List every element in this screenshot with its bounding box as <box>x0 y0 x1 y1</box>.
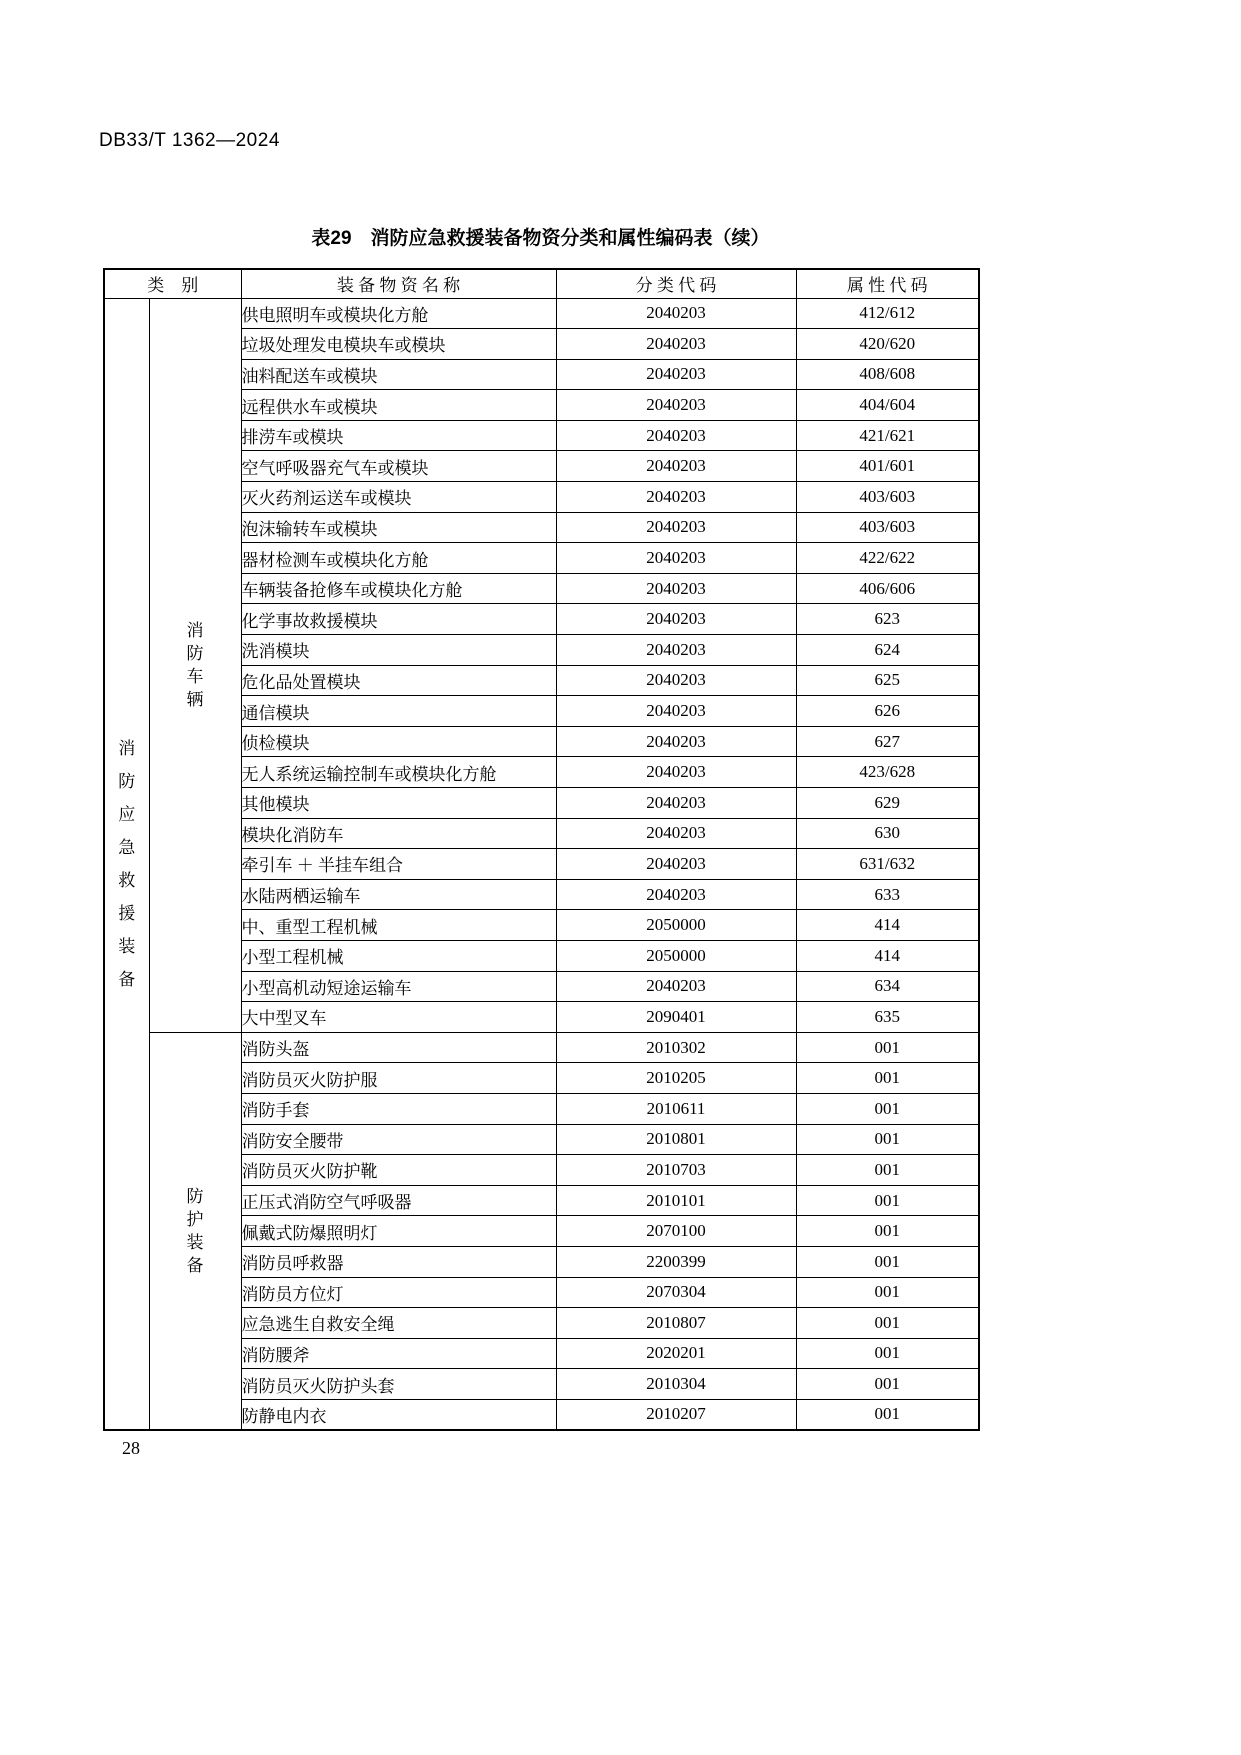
attr-code-cell: 001 <box>796 1308 979 1339</box>
class-code-cell: 2040203 <box>556 543 796 574</box>
attr-code-cell: 634 <box>796 971 979 1002</box>
attr-code-cell: 623 <box>796 604 979 635</box>
table-title: 表29 消防应急救援装备物资分类和属性编码表（续） <box>311 228 770 249</box>
attr-code-cell: 422/622 <box>796 543 979 574</box>
equipment-name-cell: 消防员呼救器 <box>241 1246 556 1277</box>
class-code-cell: 2010205 <box>556 1063 796 1094</box>
class-code-cell: 2010304 <box>556 1369 796 1400</box>
attr-code-cell: 001 <box>796 1185 979 1216</box>
equipment-name-cell: 供电照明车或模块化方舱 <box>241 298 556 329</box>
equipment-name-cell: 化学事故救援模块 <box>241 604 556 635</box>
attr-code-cell: 001 <box>796 1246 979 1277</box>
equipment-name-cell: 小型工程机械 <box>241 940 556 971</box>
equipment-name-cell: 模块化消防车 <box>241 818 556 849</box>
class-code-cell: 2010302 <box>556 1032 796 1063</box>
equipment-name-cell: 其他模块 <box>241 788 556 819</box>
class-code-cell: 2040203 <box>556 573 796 604</box>
attr-code-cell: 423/628 <box>796 757 979 788</box>
equipment-name-cell: 泡沫输转车或模块 <box>241 512 556 543</box>
attr-code-cell: 627 <box>796 726 979 757</box>
equipment-name-cell: 小型高机动短途运输车 <box>241 971 556 1002</box>
equipment-name-cell: 牵引车 ＋ 半挂车组合 <box>241 849 556 880</box>
page-number: 28 <box>122 1438 140 1458</box>
equipment-name-cell: 排涝车或模块 <box>241 420 556 451</box>
category-group-label-cell <box>149 1032 241 1430</box>
class-code-cell: 2040203 <box>556 788 796 819</box>
table-row <box>104 298 979 329</box>
class-code-cell: 2040203 <box>556 665 796 696</box>
attr-code-cell: 001 <box>796 1216 979 1247</box>
attr-code-cell: 631/632 <box>796 849 979 880</box>
equipment-name-cell: 车辆装备抢修车或模块化方舱 <box>241 573 556 604</box>
header-equipment-name: 装 备 物 资 名 称 <box>241 269 556 298</box>
equipment-name-cell: 消防安全腰带 <box>241 1124 556 1155</box>
class-code-cell: 2040203 <box>556 329 796 360</box>
attr-code-cell: 001 <box>796 1155 979 1186</box>
equipment-name-cell: 通信模块 <box>241 696 556 727</box>
equipment-name-cell: 远程供水车或模块 <box>241 390 556 421</box>
class-code-cell: 2040203 <box>556 298 796 329</box>
class-code-cell: 2040203 <box>556 420 796 451</box>
equipment-name-cell: 消防员灭火防护服 <box>241 1063 556 1094</box>
class-code-cell: 2040203 <box>556 451 796 482</box>
class-code-cell: 2040203 <box>556 757 796 788</box>
attr-code-cell: 414 <box>796 910 979 941</box>
header-attr-code: 属 性 代 码 <box>796 269 979 298</box>
equipment-name-cell: 油料配送车或模块 <box>241 359 556 390</box>
class-code-cell: 2020201 <box>556 1338 796 1369</box>
equipment-name-cell: 洗消模块 <box>241 635 556 666</box>
coding-table <box>103 268 980 1431</box>
header-class-code: 分 类 代 码 <box>556 269 796 298</box>
attr-code-cell: 001 <box>796 1124 979 1155</box>
table-row <box>104 1032 979 1063</box>
class-code-cell: 2070304 <box>556 1277 796 1308</box>
class-code-cell: 2050000 <box>556 940 796 971</box>
class-code-cell: 2040203 <box>556 482 796 513</box>
equipment-name-cell: 正压式消防空气呼吸器 <box>241 1185 556 1216</box>
class-code-cell: 2040203 <box>556 879 796 910</box>
attr-code-cell: 404/604 <box>796 390 979 421</box>
equipment-name-cell: 消防手套 <box>241 1093 556 1124</box>
class-code-cell: 2040203 <box>556 696 796 727</box>
attr-code-cell: 001 <box>796 1399 979 1430</box>
equipment-name-cell: 防静电内衣 <box>241 1399 556 1430</box>
class-code-cell: 2010101 <box>556 1185 796 1216</box>
category-outer-label: 消 防 应 急 救 援 装 备 <box>118 738 136 989</box>
attr-code-cell: 414 <box>796 940 979 971</box>
attr-code-cell: 001 <box>796 1369 979 1400</box>
attr-code-cell: 626 <box>796 696 979 727</box>
class-code-cell: 2010611 <box>556 1093 796 1124</box>
category-outer-label-cell <box>104 298 149 1430</box>
equipment-name-cell: 垃圾处理发电模块车或模块 <box>241 329 556 360</box>
class-code-cell: 2040203 <box>556 971 796 1002</box>
equipment-name-cell: 水陆两栖运输车 <box>241 879 556 910</box>
attr-code-cell: 001 <box>796 1063 979 1094</box>
equipment-name-cell: 大中型叉车 <box>241 1002 556 1033</box>
category-group-label: 防 护 装 备 <box>186 1186 204 1275</box>
attr-code-cell: 001 <box>796 1277 979 1308</box>
attr-code-cell: 412/612 <box>796 298 979 329</box>
attr-code-cell: 633 <box>796 879 979 910</box>
class-code-cell: 2070100 <box>556 1216 796 1247</box>
class-code-cell: 2090401 <box>556 1002 796 1033</box>
class-code-cell: 2010807 <box>556 1308 796 1339</box>
document-code: DB33/T 1362—2024 <box>99 130 280 151</box>
category-group-label: 消 防 车 辆 <box>186 621 204 710</box>
equipment-name-cell: 消防员灭火防护头套 <box>241 1369 556 1400</box>
equipment-name-cell: 消防腰斧 <box>241 1338 556 1369</box>
attr-code-cell: 624 <box>796 635 979 666</box>
class-code-cell: 2040203 <box>556 359 796 390</box>
class-code-cell: 2040203 <box>556 635 796 666</box>
equipment-name-cell: 侦检模块 <box>241 726 556 757</box>
class-code-cell: 2040203 <box>556 726 796 757</box>
attr-code-cell: 401/601 <box>796 451 979 482</box>
class-code-cell: 2010801 <box>556 1124 796 1155</box>
equipment-name-cell: 空气呼吸器充气车或模块 <box>241 451 556 482</box>
class-code-cell: 2010207 <box>556 1399 796 1430</box>
class-code-cell: 2040203 <box>556 512 796 543</box>
attr-code-cell: 625 <box>796 665 979 696</box>
category-group-label-cell <box>149 298 241 1032</box>
class-code-cell: 2050000 <box>556 910 796 941</box>
attr-code-cell: 001 <box>796 1093 979 1124</box>
attr-code-cell: 420/620 <box>796 329 979 360</box>
equipment-name-cell: 器材检测车或模块化方舱 <box>241 543 556 574</box>
table-header-row <box>104 269 979 298</box>
equipment-name-cell: 中、重型工程机械 <box>241 910 556 941</box>
attr-code-cell: 001 <box>796 1338 979 1369</box>
equipment-name-cell: 危化品处置模块 <box>241 665 556 696</box>
attr-code-cell: 630 <box>796 818 979 849</box>
class-code-cell: 2040203 <box>556 849 796 880</box>
attr-code-cell: 635 <box>796 1002 979 1033</box>
attr-code-cell: 001 <box>796 1032 979 1063</box>
equipment-name-cell: 消防员灭火防护靴 <box>241 1155 556 1186</box>
equipment-name-cell: 佩戴式防爆照明灯 <box>241 1216 556 1247</box>
class-code-cell: 2040203 <box>556 390 796 421</box>
class-code-cell: 2010703 <box>556 1155 796 1186</box>
equipment-name-cell: 应急逃生自救安全绳 <box>241 1308 556 1339</box>
class-code-cell: 2040203 <box>556 818 796 849</box>
equipment-name-cell: 消防员方位灯 <box>241 1277 556 1308</box>
attr-code-cell: 403/603 <box>796 482 979 513</box>
class-code-cell: 2200399 <box>556 1246 796 1277</box>
attr-code-cell: 408/608 <box>796 359 979 390</box>
attr-code-cell: 403/603 <box>796 512 979 543</box>
equipment-name-cell: 无人系统运输控制车或模块化方舱 <box>241 757 556 788</box>
attr-code-cell: 406/606 <box>796 573 979 604</box>
equipment-name-cell: 消防头盔 <box>241 1032 556 1063</box>
attr-code-cell: 421/621 <box>796 420 979 451</box>
table-body <box>104 298 979 1430</box>
header-category: 类 别 <box>104 269 241 298</box>
class-code-cell: 2040203 <box>556 604 796 635</box>
attr-code-cell: 629 <box>796 788 979 819</box>
equipment-name-cell: 灭火药剂运送车或模块 <box>241 482 556 513</box>
